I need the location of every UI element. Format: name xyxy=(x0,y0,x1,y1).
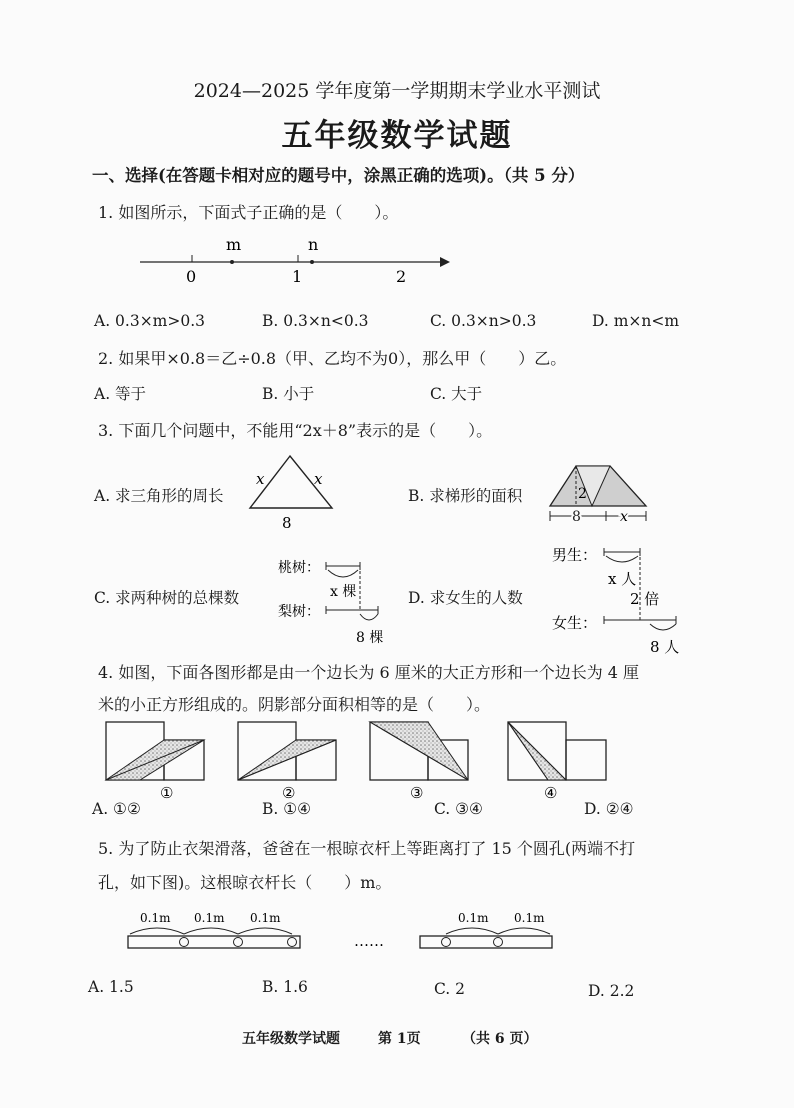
figure-label-2: ② xyxy=(282,784,296,802)
tick-label-0: 0 xyxy=(186,267,197,286)
q3-option-b[interactable]: B. 求梯形的面积 xyxy=(408,487,523,505)
question-5-stem-line2: 孔，如下图)。这根晾衣杆长（ ）m。 xyxy=(98,873,392,892)
footer-subject: 五年级数学试题 xyxy=(242,1031,340,1047)
triangle-base: 8 xyxy=(282,514,292,532)
footer-total: （共 6 页） xyxy=(462,1031,538,1047)
label-m: m xyxy=(226,235,242,254)
segment-label-2: 0.1m xyxy=(194,911,225,925)
triangle-side-left: x xyxy=(256,470,265,488)
student-label-2: 2 倍 xyxy=(630,590,660,608)
segment-label-5: 0.1m xyxy=(514,911,545,925)
question-4-stem-line2: 米的小正方形组成的。阴影部分面积相等的是（ ）。 xyxy=(98,695,491,714)
q5-option-c[interactable]: C. 2 xyxy=(434,980,466,998)
segment-label-3: 0.1m xyxy=(250,911,281,925)
triangle-side-right: x xyxy=(314,470,323,488)
pole-left-segment xyxy=(128,936,300,948)
exam-header: 2024—2025 学年度第一学期期末学业水平测试 xyxy=(193,80,601,102)
q5-option-a[interactable]: A. 1.5 xyxy=(88,978,134,996)
q2-option-c[interactable]: C. 大于 xyxy=(430,385,483,403)
question-5-stem-line1: 5. 为了防止衣架滑落，爸爸在一根晾衣杆上等距离打了 15 个圆孔(两端不打 xyxy=(98,839,636,858)
question-4-stem-line1: 4. 如图，下面各图形都是由一个边长为 6 厘米的大正方形和一个边长为 4 厘 xyxy=(98,663,640,682)
footer-page: 第 1页 xyxy=(378,1031,421,1047)
tree-label-x: x 棵 xyxy=(330,584,357,600)
tree-label-8: 8 棵 xyxy=(356,630,384,646)
segment-label-1: 0.1m xyxy=(140,911,171,925)
q3-option-a[interactable]: A. 求三角形的周长 xyxy=(94,487,224,505)
trapezoid-base1-label: 8 xyxy=(572,509,581,525)
q4-option-c[interactable]: C. ③④ xyxy=(434,800,483,818)
page-title: 五年级数学试题 xyxy=(281,118,513,154)
tree-row-peach: 桃树： xyxy=(278,560,320,576)
q1-option-a[interactable]: A. 0.3×m>0.3 xyxy=(94,312,206,330)
q5-option-d[interactable]: D. 2.2 xyxy=(588,982,635,1000)
q1-option-c[interactable]: C. 0.3×n>0.3 xyxy=(430,312,537,330)
question-3-stem: 3. 下面几个问题中，不能用“2x＋8”表示的是（ ）。 xyxy=(98,421,493,440)
figure-label-1: ① xyxy=(160,784,174,802)
student-label-8: 8 人 xyxy=(650,638,680,656)
q4-option-b[interactable]: B. ①④ xyxy=(262,800,312,818)
q4-option-d[interactable]: D. ②④ xyxy=(584,800,634,818)
q1-option-d[interactable]: D. m×n<m xyxy=(592,312,680,330)
q2-option-a[interactable]: A. 等于 xyxy=(94,385,147,403)
question-2-stem: 2. 如果甲×0.8＝乙÷0.8（甲、乙均不为0），那么甲（ ）乙。 xyxy=(98,349,567,368)
q4-option-a[interactable]: A. ①② xyxy=(92,800,141,818)
tree-row-pear: 梨树： xyxy=(278,604,320,620)
pole-right-segment xyxy=(420,936,552,948)
q1-option-b[interactable]: B. 0.3×n<0.3 xyxy=(262,312,369,330)
label-n: n xyxy=(308,235,319,254)
section-heading: 一、选择(在答题卡相对应的题号中，涂黑正确的选项)。（共 5 分） xyxy=(92,166,585,185)
student-row-boys: 男生： xyxy=(552,546,598,564)
student-label-x: x 人 xyxy=(608,570,637,588)
tick-label-1: 1 xyxy=(292,267,303,286)
figure-label-3: ③ xyxy=(410,784,424,802)
q5-option-b[interactable]: B. 1.6 xyxy=(262,978,308,996)
question-1-stem: 1. 如图所示，下面式子正确的是（ ）。 xyxy=(98,203,399,222)
trapezoid-height-label: 2 xyxy=(578,486,587,502)
ellipsis: …… xyxy=(354,932,384,950)
q2-option-b[interactable]: B. 小于 xyxy=(262,385,315,403)
student-row-girls: 女生： xyxy=(552,614,598,632)
trapezoid-base2-label: x xyxy=(620,509,628,525)
figure-label-4: ④ xyxy=(544,784,558,802)
q3-option-d[interactable]: D. 求女生的人数 xyxy=(408,589,523,607)
tick-label-2: 2 xyxy=(396,267,407,286)
segment-label-4: 0.1m xyxy=(458,911,489,925)
q3-option-c[interactable]: C. 求两种树的总棵数 xyxy=(94,589,240,607)
